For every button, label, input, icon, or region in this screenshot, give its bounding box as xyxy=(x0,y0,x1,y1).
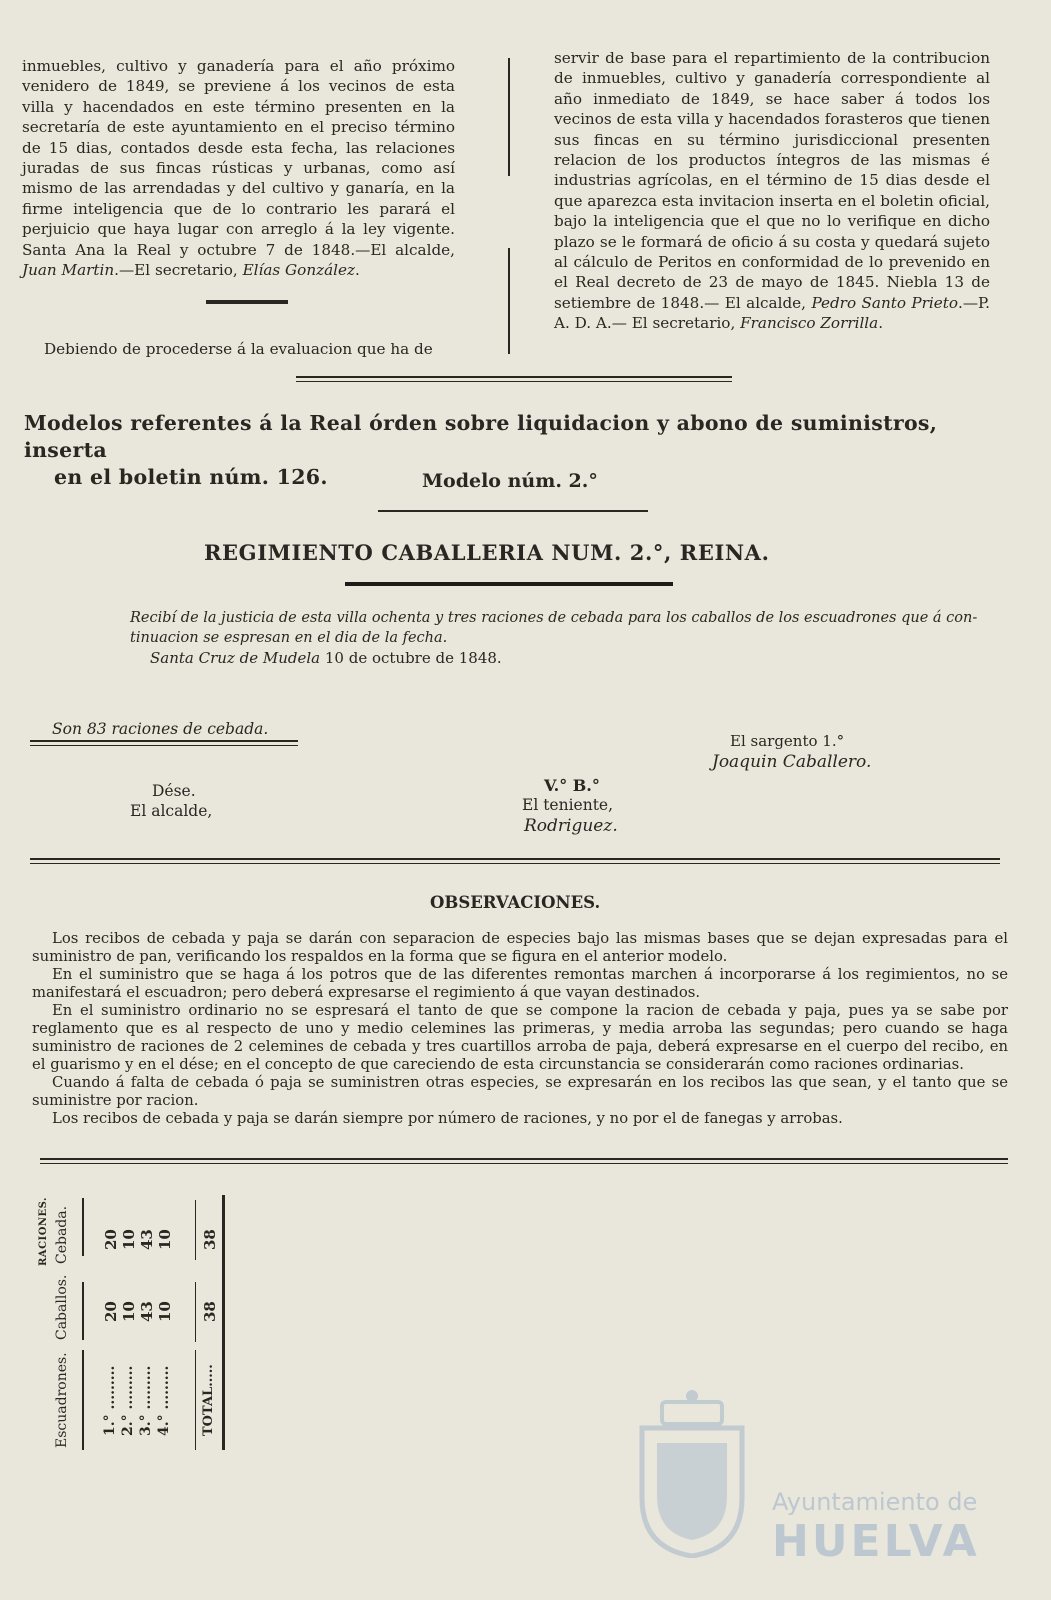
dese: Dése. xyxy=(152,782,196,800)
caballos-row-3: 43 xyxy=(138,1301,156,1322)
secretary-name: Elías González xyxy=(242,261,356,280)
vobo: V.° B.° xyxy=(544,776,600,795)
squadron-4: 4.° ......... xyxy=(156,1365,172,1436)
table-line-total-2 xyxy=(195,1282,196,1342)
teniente-name: Rodriguez. xyxy=(524,816,618,836)
table-line-total-1 xyxy=(195,1200,196,1260)
col-raciones: RACIONES. xyxy=(38,1196,49,1266)
cebada-row-4: 10 xyxy=(156,1229,174,1250)
header-title-line1: Modelos referentes á la Real órden sobre liquidacion y abono de suministros, inserta xyxy=(24,411,938,462)
receipt-line-1: Recibí de la justicia de esta villa ochenta y tres raciones de cebada para los caballos de los escuadrones que á con- xyxy=(130,610,978,626)
header-top-rule xyxy=(296,376,732,382)
watermark-line-1: Ayuntamiento de xyxy=(772,1488,978,1516)
observations-body xyxy=(32,930,1008,1128)
left-divider-upper xyxy=(508,58,510,176)
left-paragraph-2: Debiendo de procederse á la evaluacion que ha de xyxy=(44,340,433,358)
left-column xyxy=(22,56,455,280)
caballos-row-2: 10 xyxy=(120,1301,138,1322)
col-caballos: Caballos. xyxy=(54,1274,70,1340)
header-bottom-rule xyxy=(378,510,648,512)
observation-5: Los recibos de cebada y paja se darán siempre por número de raciones, y no por el de fanegas y arrobas. xyxy=(52,1110,843,1127)
caballos-row-1: 20 xyxy=(102,1301,120,1322)
regiment-title-rule xyxy=(345,582,673,586)
right-secretary-name: Francisco Zorrilla xyxy=(740,314,879,333)
cebada-row-2: 10 xyxy=(120,1229,138,1250)
watermark-line-2: HUELVA xyxy=(772,1516,980,1567)
mayor-name: Juan Martin xyxy=(22,261,115,280)
observations-bottom-rule xyxy=(40,1158,1008,1164)
cebada-row-1: 20 xyxy=(102,1229,120,1250)
right-paragraph: servir de base para el repartimiento de la contribucion de inmuebles, cultivo y ganadería correspondiente al año inmediato de 1849, se hace saber á todos los vecinos de esta villa y hacendados forasteros que tienen sus fincas en su término jurisdiccional presenten relacion de los productos íntegros de las mismas é industrias agrícolas, en el término de 15 dias desde el que aparezca esta invitacion inserta en el boletin oficial, bajo la inteligencia que el que no lo verifique en dicho plazo se le formará de oficio á su costa y quedará sujeto al cálculo de Peritos en conformidad de lo prevenido en el Real decreto de 23 de mayo de 1845. Niebla 13 de setiembre de 1848.— El alcalde, Pedro Santo Prieto.—P. A. D. A.— El secretario, Francisco Zorrilla. xyxy=(554,49,990,333)
regiment-title: REGIMIENTO CABALLERIA NUM. 2.°, REINA. xyxy=(204,540,770,565)
model-number: Modelo núm. 2.° xyxy=(422,470,598,492)
table-right-border xyxy=(222,1195,225,1450)
squadron-2: 2.° ......... xyxy=(120,1365,136,1436)
table-line-1 xyxy=(82,1198,84,1256)
right-column xyxy=(554,48,990,334)
total-rations: Son 83 raciones de cebada. xyxy=(52,720,269,738)
left-divider-lower xyxy=(508,248,510,354)
total-rations-rule xyxy=(30,740,298,746)
observation-1: Los recibos de cebada y paja se darán con separacion de especies bajo las mismas bases que se dejan expresadas para el suministro de pan, verificando los respaldos en la forma que se figura en el anterior modelo. xyxy=(32,930,1008,965)
col-escuadrones: Escuadrones. xyxy=(54,1352,70,1448)
place-date: Santa Cruz de Mudela 10 de octubre de 1848. xyxy=(150,649,502,667)
receipt-line-2: tinuacion se espresan en el dia de la fecha. xyxy=(130,630,448,646)
watermark xyxy=(772,1488,980,1567)
coat-of-arms-icon xyxy=(632,1388,752,1558)
observation-3: En el suministro ordinario no se espresará el tanto de que se compone la racion de cebada y paja, pues ya se sabe por reglamento que es al respecto de uno y medio celemines las primeras, y media arroba las segundas; pero cuando se haga suministro de raciones de 2 celemines de cebada y tres cuartillos arroba de paja, deberá expresarse en el cuerpo del recibo, en el guarismo y en el dése; en el concepto de que careciendo de esta circunstancia se considerarán como raciones ordinarias. xyxy=(32,1002,1008,1073)
sargento-title: El sargento 1.° xyxy=(730,732,845,750)
sargento-name: Joaquin Caballero. xyxy=(712,752,872,772)
header-title-line2: en el boletin núm. 126. xyxy=(54,465,328,489)
total-label: TOTAL..... xyxy=(201,1364,216,1436)
alcalde: El alcalde, xyxy=(130,802,213,820)
caballos-total: 38 xyxy=(201,1301,219,1322)
table-line-total-3 xyxy=(195,1350,196,1450)
cebada-total: 38 xyxy=(201,1229,219,1250)
receipt-text xyxy=(130,608,1010,668)
squadron-3: 3.° ......... xyxy=(138,1365,154,1436)
observation-4: Cuando á falta de cebada ó paja se suministren otras especies, se expresarán en los recibos las que sean, y el tanto que se suministre por racion. xyxy=(32,1074,1008,1109)
cebada-row-3: 43 xyxy=(138,1229,156,1250)
teniente-title: El teniente, xyxy=(522,796,614,814)
right-mayor-name: Pedro Santo Prieto xyxy=(811,293,959,312)
squadron-1: 1.° ......... xyxy=(102,1365,118,1436)
regiment-bottom-rule xyxy=(30,858,1000,864)
col-cebada: Cebada. xyxy=(54,1205,70,1264)
table-line-3 xyxy=(82,1350,84,1450)
table-line-2 xyxy=(82,1282,84,1340)
left-column-short-rule xyxy=(206,300,288,304)
caballos-row-4: 10 xyxy=(156,1301,174,1322)
observation-2: En el suministro que se haga á los potros que de las diferentes remontas marchen á incorporarse á los regimientos, no se manifestará el escuadron; pero deberá expresarse el regimiento á que vayan destinados. xyxy=(32,966,1008,1001)
left-paragraph-1: inmuebles, cultivo y ganadería para el año próximo venidero de 1849, se previene á los vecinos de esta villa y hacendados en este término presenten en la secretaría de este ayuntamiento en el preciso término de 15 dias, contados desde esta fecha, las relaciones juradas de sus fincas rústicas y urbanas, como así mismo de las arrendadas y del cultivo y ganaría, en la firme inteligencia que de lo contrario les parará el perjuicio que haya lugar con arreglo á la ley vigente. Santa Ana la Real y octubre 7 de 1848.—El alcalde, Juan Martin.—El secretario, Elías González. xyxy=(22,57,455,280)
observations-heading: OBSERVACIONES. xyxy=(430,893,601,912)
